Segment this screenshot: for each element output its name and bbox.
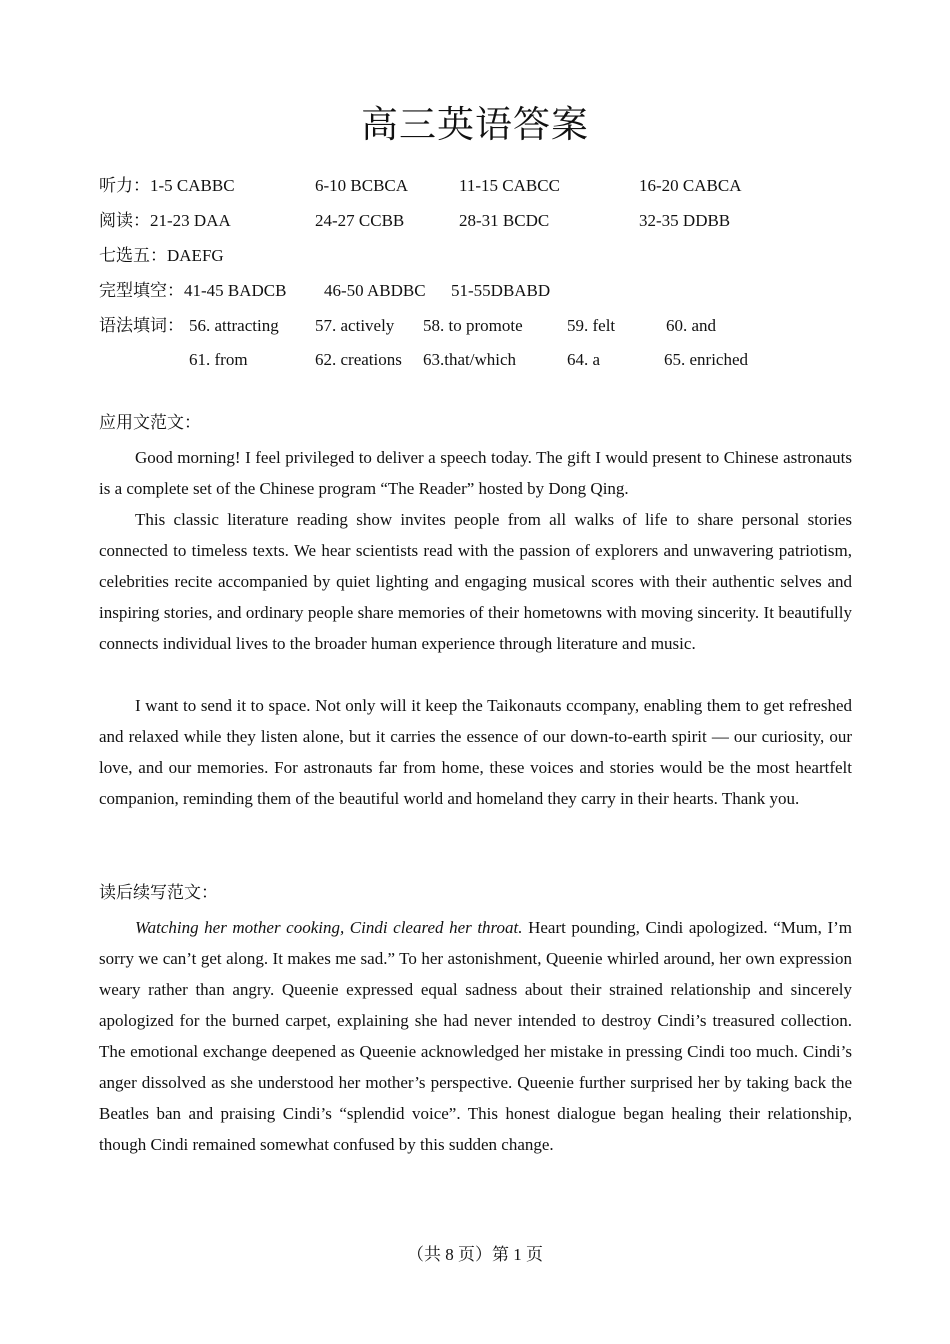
document-title: 高三英语答案 [361,105,589,146]
application-heading: 应用文范文： [99,413,201,432]
grammar-answer: 65. enriched [664,350,749,369]
reading-group-2: 24-27 CCBB [315,211,405,230]
grammar-answer: 59. felt [567,316,616,335]
cloze-group-2: 46-50 ABDBC [324,281,426,300]
reading-label: 阅读：21-23 DAA [99,211,231,230]
cloze-group-3: 51-55DBABD [451,281,551,300]
continuation-paragraph [99,912,852,1160]
listening-group-3: 11-15 CABCC [459,176,560,195]
seven-five-label: 七选五：DAEFG [99,246,224,265]
grammar-answer: 63.that/which [423,350,517,369]
cloze-label: 完型填空：41-45 BADCB [99,281,287,300]
continuation-heading: 读后续写范文： [99,883,218,902]
grammar-answer: 56. attracting [189,316,279,335]
continuation-opening-sentence: Watching her mother cooking, Cindi cleared her throat. [135,918,523,937]
application-paragraph: This classic literature reading show invites people from all walks of life to share personal stories connected to timeless texts. We hear scientists read with the passion of explorers and unwavering patriotism, celebrities recite accompanied by quiet lighting and engaging musical scores with their authentic selves and inspiring stories, and ordinary people share memories of their hometowns with moving sincerity. It beautifully connects individual lives to the broader human experience through literature and music. [99,510,852,653]
grammar-answer: 62. creations [315,350,402,369]
reading-group-4: 32-35 DDBB [639,211,731,230]
grammar-answer: 58. to promote [423,316,523,335]
grammar-answer: 60. and [666,316,717,335]
page-footer: （共 8 页）第 1 页 [407,1245,543,1264]
listening-label: 听力：1-5 CABBC [99,176,235,195]
grammar-label: 语法填词： [99,316,184,335]
listening-group-4: 16-20 CABCA [639,176,742,195]
grammar-answer: 61. from [189,350,248,369]
application-paragraph: I want to send it to space. Not only will it keep the Taikonauts ccompany, enabling them to get refreshed and relaxed while they listen alone, but it carries the essence of our down-to-earth spirit — our curiosity, our love, and our memories. For astronauts far from home, these voices and stories would be the most heartfelt companion, reminding them of the beautiful world and homeland they carry in their hearts. Thank you. [99,696,852,808]
listening-group-2: 6-10 BCBCA [315,176,409,195]
grammar-answer: 57. actively [315,316,395,335]
continuation-body: Heart pounding, Cindi apologized. “Mum, I’m sorry we can’t get along. It makes me sad.” To her astonishment, Queenie whirled around, her own expression weary rather than angry. Queenie expressed equal sadness about their strained relationship and sincerely apologized for the burned carpet, explaining she had never intended to destroy Cindi’s treasured collection. The emotional exchange deepened as Queenie acknowledged her mistake in pressing Cindi too much. Cindi’s anger dissolved as she understood her mother’s perspective. Queenie further surprised her by taking back the Beatles ban and praising Cindi’s “splendid voice”. This honest dialogue began healing their relationship, though Cindi remained somewhat confused by this sudden change. [99,918,852,1154]
application-paragraph: Good morning! I feel privileged to deliver a speech today. The gift I would present to Chinese astronauts is a complete set of the Chinese program “The Reader” hosted by Dong Qing. [99,448,852,498]
reading-group-3: 28-31 BCDC [459,211,550,230]
grammar-answer: 64. a [567,350,601,369]
